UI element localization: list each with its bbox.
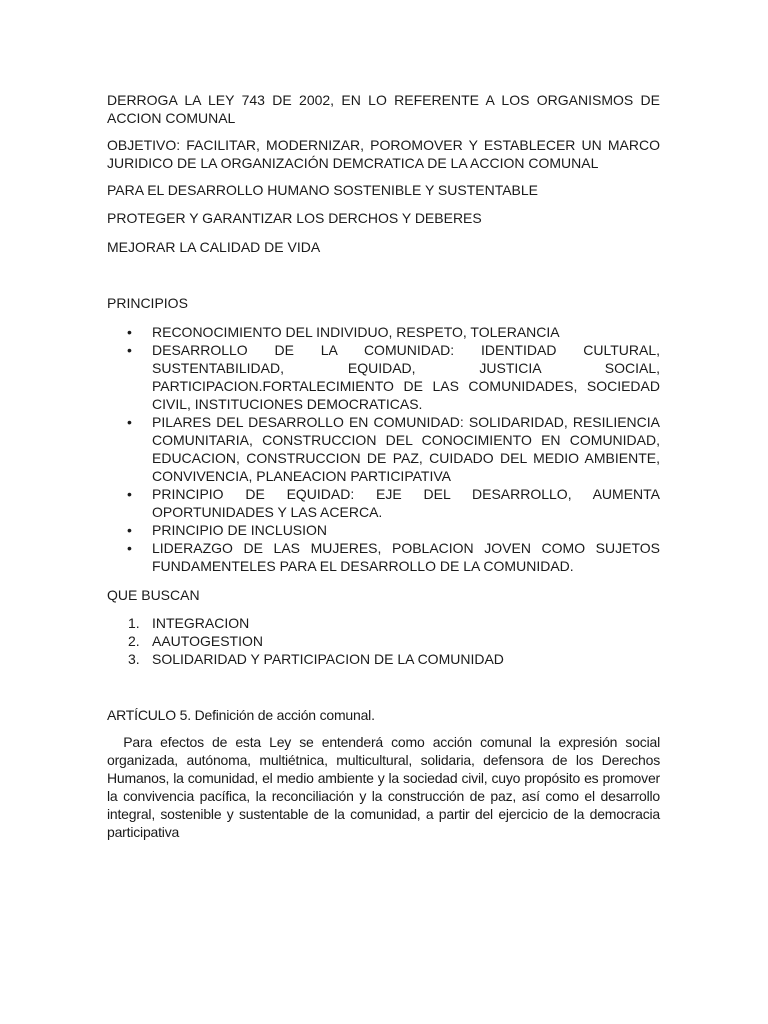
que-buscan-item xyxy=(107,632,660,650)
que-buscan-item xyxy=(107,614,660,632)
bullet-icon: • xyxy=(127,522,132,538)
list-number: 2. xyxy=(128,633,140,649)
principios-list xyxy=(107,323,660,575)
principio-text: PILARES DEL DESARROLLO EN COMUNIDAD: SOLIDARIDAD, RESILIENCIA COMUNITARIA, CONSTRUCCION DEL CONOCIMIENTO EN COMUNIDAD, EDUCACION, CONSTRUCCION DE PAZ, CUIDADO DEL MEDIO AMBIENTE, CONVIVENCIA, PLANEACION PARTICIPATIVA xyxy=(152,414,660,484)
principio-text: LIDERAZGO DE LAS MUJERES, POBLACION JOVEN COMO SUJETOS FUNDAMENTELES PARA EL DESARROLLO DE LA COMUNIDAD. xyxy=(152,540,660,574)
que-buscan-list xyxy=(107,614,660,668)
principio-text: PRINCIPIO DE EQUIDAD: EJE DEL DESARROLLO, AUMENTA OPORTUNIDADES Y LAS ACERCA. xyxy=(152,486,660,520)
principio-text: DESARROLLO DE LA COMUNIDAD: IDENTIDAD CULTURAL, SUSTENTABILIDAD, EQUIDAD, JUSTICIA SOCIAL, PARTICIPACION.FORTALECIMIENTO DE LAS COMUNIDADES, SOCIEDAD CIVIL, INSTITUCIONES DEMOCRATICAS. xyxy=(152,342,660,412)
que-buscan-text: AAUTOGESTION xyxy=(152,633,263,649)
que-buscan-heading: QUE BUSCAN xyxy=(107,587,200,603)
principios-heading: PRINCIPIOS xyxy=(107,295,188,311)
principio-text: PRINCIPIO DE INCLUSION xyxy=(152,522,328,538)
que-buscan-text: INTEGRACION xyxy=(152,615,250,631)
articulo-body: Para efectos de esta Ley se entenderá como acción comunal la expresión social organizada, autónoma, multiétnica, multicultural, solidaria, defensora de los Derechos Humanos, la comunidad, el medio ambiente y la sociedad civil, cuyo propósito es promover la convivencia pacífica, la reconciliación y la construcción de paz, así como el desarrollo integral, sostenible y sustentable de la comunidad, a partir del ejercicio de la democracia participativa xyxy=(107,734,664,840)
principio-item xyxy=(107,413,660,485)
principio-text: RECONOCIMIENTO DEL INDIVIDUO, RESPETO, TOLERANCIA xyxy=(152,324,560,340)
principio-item xyxy=(107,539,660,575)
intro-mejorar: MEJORAR LA CALIDAD DE VIDA xyxy=(107,239,321,255)
articulo-heading: ARTÍCULO 5. Definición de acción comunal. xyxy=(107,707,375,723)
que-buscan-text: SOLIDARIDAD Y PARTICIPACION DE LA COMUNIDAD xyxy=(152,651,504,667)
principio-item xyxy=(107,485,660,521)
intro-proteger: PROTEGER Y GARANTIZAR LOS DERCHOS Y DEBERES xyxy=(107,210,482,226)
bullet-icon: • xyxy=(127,342,132,358)
intro-desarrollo: PARA EL DESARROLLO HUMANO SOSTENIBLE Y SUSTENTABLE xyxy=(107,182,539,198)
list-number: 3. xyxy=(128,651,140,667)
bullet-icon: • xyxy=(127,540,132,556)
principio-item xyxy=(107,323,660,341)
list-number: 1. xyxy=(128,615,140,631)
principio-item xyxy=(107,521,660,539)
bullet-icon: • xyxy=(127,486,132,502)
bullet-icon: • xyxy=(127,414,132,430)
bullet-icon: • xyxy=(127,324,132,340)
principio-item xyxy=(107,341,660,413)
intro-objetivo: OBJETIVO: FACILITAR, MODERNIZAR, POROMOVER Y ESTABLECER UN MARCO JURIDICO DE LA ORGANIZACIÓN DEMCRATICA DE LA ACCION COMUNAL xyxy=(107,137,660,171)
que-buscan-item xyxy=(107,650,660,668)
intro-derroga: DERROGA LA LEY 743 DE 2002, EN LO REFERENTE A LOS ORGANISMOS DE ACCION COMUNAL xyxy=(107,92,660,126)
